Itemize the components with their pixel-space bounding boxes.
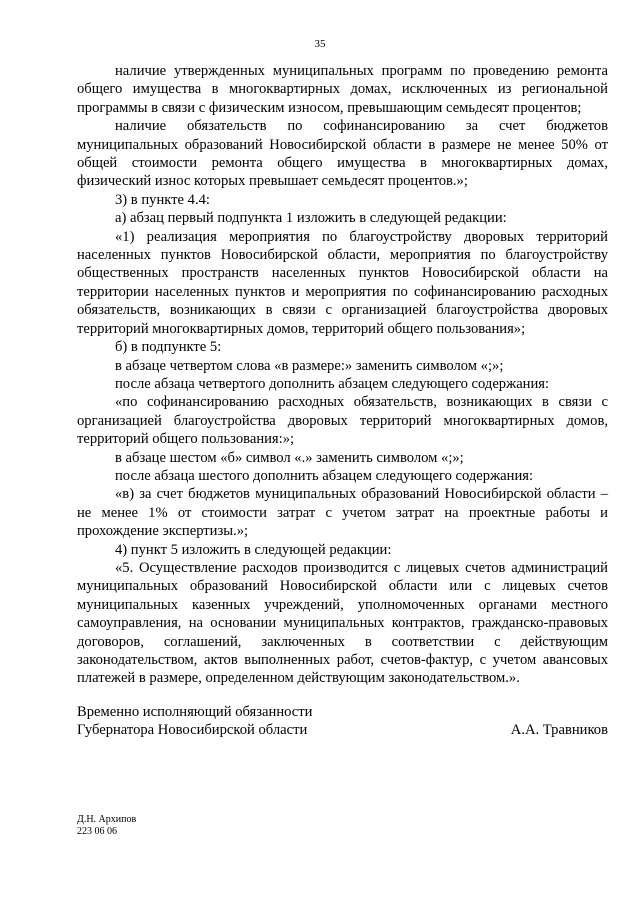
- paragraph-cofinancing-obligations: наличие обязательств по софинансированию за счет бюджетов муниципальных образований Новосибирской области в размере не менее 50% от общей стоимости ремонта общего имущества в многоквартирных домах, физический износ которых превышает семьдесят процентов.»;: [77, 118, 608, 190]
- page-number: 35: [314, 38, 326, 50]
- paragraph-new-wording-1: «1) реализация мероприятия по благоустройству дворовых территорий населенных пунктов Новосибирской области, мероприятия по благоустройству общественных пространств населенных пунктов Новосибирской области на территории населенных пунктов и мероприятия по софинансированию расходных обязательств, возникающих в связи с организацией благоустройства дворовых территорий многоквартирных домов, территорий общего пользования»;: [77, 228, 608, 337]
- paragraph-add-after-4th: после абзаца четвертого дополнить абзацем следующего содержания:: [115, 375, 550, 392]
- paragraph-replace-4th: в абзаце четвертом слова «в размере:» заменить символом «;»;: [115, 357, 504, 374]
- signer-position-line1: Временно исполняющий обязанности: [77, 704, 313, 720]
- executor-name: Д.Н. Архипов: [77, 814, 137, 825]
- signer-name: А.А. Травников: [510, 722, 608, 739]
- document-body: [77, 62, 608, 688]
- executor-phone: 223 06 06: [77, 826, 117, 837]
- paragraph-new-item-v: «в) за счет бюджетов муниципальных образований Новосибирской области – не менее 1% от стоимости затрат с учетом затрат на проектные работы и прохождение экспертизы.»;: [77, 486, 608, 540]
- executor-block: [77, 814, 136, 838]
- signer-position-line2: Губернатора Новосибирской области: [77, 722, 308, 739]
- paragraph-item-3a: а) абзац первый подпункта 1 изложить в следующей редакции:: [115, 210, 507, 227]
- paragraph-replace-6th: в абзаце шестом «б» символ «.» заменить символом «;»;: [115, 449, 464, 466]
- paragraph-programs: наличие утвержденных муниципальных программ по проведению ремонта общего имущества в многоквартирных домах, исключенных из региональной программы в связи с физическим износом, превышающим семьдесят процентов;: [77, 63, 608, 116]
- paragraph-new-wording-5: «5. Осуществление расходов производится с лицевых счетов администраций муниципальных образований Новосибирской области или с лицевых счетов муниципальных казенных учреждений, уполномоченных органами местного самоуправления, на основании муниципальных контрактов, гражданско-правовых договоров, соглашений, заключенных в соответствии с действующим законодательством, актов выполненных работ, счетов-фактур, с учетом авансовых платежей в размере, определенном действующим законодательством.».: [77, 559, 608, 687]
- paragraph-new-cofinancing: «по софинансированию расходных обязательств, возникающих в связи с организацией благоустройства дворовых территорий многоквартирных домов, территорий общего пользования:»;: [77, 394, 608, 448]
- paragraph-item-4: 4) пункт 5 изложить в следующей редакции:: [115, 541, 392, 558]
- paragraph-add-after-6th: после абзаца шестого дополнить абзацем следующего содержания:: [115, 467, 534, 484]
- paragraph-item-3b: б) в подпункте 5:: [115, 339, 222, 356]
- signature-block: [77, 703, 608, 740]
- paragraph-item-3: 3) в пункте 4.4:: [115, 191, 210, 208]
